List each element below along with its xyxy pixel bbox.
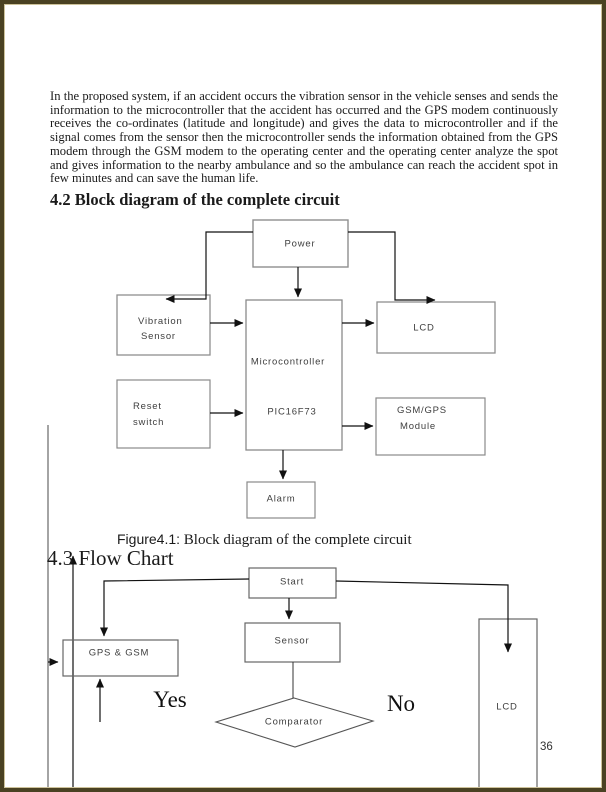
reset-switch-box: [117, 380, 210, 448]
figure-caption-text: Block diagram of the complete circuit: [180, 532, 412, 548]
lcd-block-label: LCD: [413, 322, 435, 334]
arrow-start-to-lcd: [336, 581, 508, 652]
section-4-3-heading: 4.3 Flow Chart: [47, 546, 174, 570]
section-4-2-heading: 4.2 Block diagram of the complete circuit: [50, 190, 340, 209]
comparator-label: Comparator: [264, 716, 324, 728]
page-number: 36: [540, 741, 553, 753]
reset-label-line2: switch: [133, 417, 165, 428]
sensor-label: Sensor: [274, 635, 310, 647]
microcontroller-label: Microcontroller: [250, 356, 326, 368]
power-label: Power: [284, 238, 316, 250]
vibration-label-line2: Sensor: [141, 331, 176, 342]
lcd-block-box: [377, 302, 495, 353]
gsm-gps-label-line1: GSM/GPS: [397, 405, 447, 416]
reset-label-line1: Reset: [133, 401, 162, 412]
no-branch-label: No: [386, 691, 416, 716]
pic16f73-label: PIC16F73: [267, 406, 317, 418]
intro-paragraph: In the proposed system, if an accident occurs the vibration sensor in the vehicle senses and sends the information to the microcontroller that the accident has occurred and the GPS modem continuously receives the co-ordinates (latitude and longitude) and gives the data to microcontroller and if the signal comes from the sensor then the microcontroller sends the information obtained from the GPS modem through the GSM modem to the operating center and the operating center analyze the spot and gives information to the nearby ambulance and so the ambulance can reach the accident spot in few minutes and can save the human life.: [50, 89, 558, 186]
arrow-power-to-lcd: [348, 232, 435, 300]
yes-branch-label: Yes: [153, 687, 187, 712]
microcontroller-box: [246, 300, 342, 450]
start-label: Start: [279, 576, 305, 588]
alarm-label: Alarm: [266, 493, 296, 505]
arrow-start-to-gps-gsm: [104, 579, 249, 636]
figure-caption-prefix: Figure4.1:: [117, 531, 181, 547]
vibration-label-line1: Vibration: [138, 316, 183, 327]
gsm-gps-label-line2: Module: [400, 421, 436, 432]
gps-gsm-label: GPS & GSM: [88, 647, 150, 659]
arrow-power-to-vibration: [166, 232, 253, 299]
lcd-flow-label: LCD: [496, 701, 518, 713]
